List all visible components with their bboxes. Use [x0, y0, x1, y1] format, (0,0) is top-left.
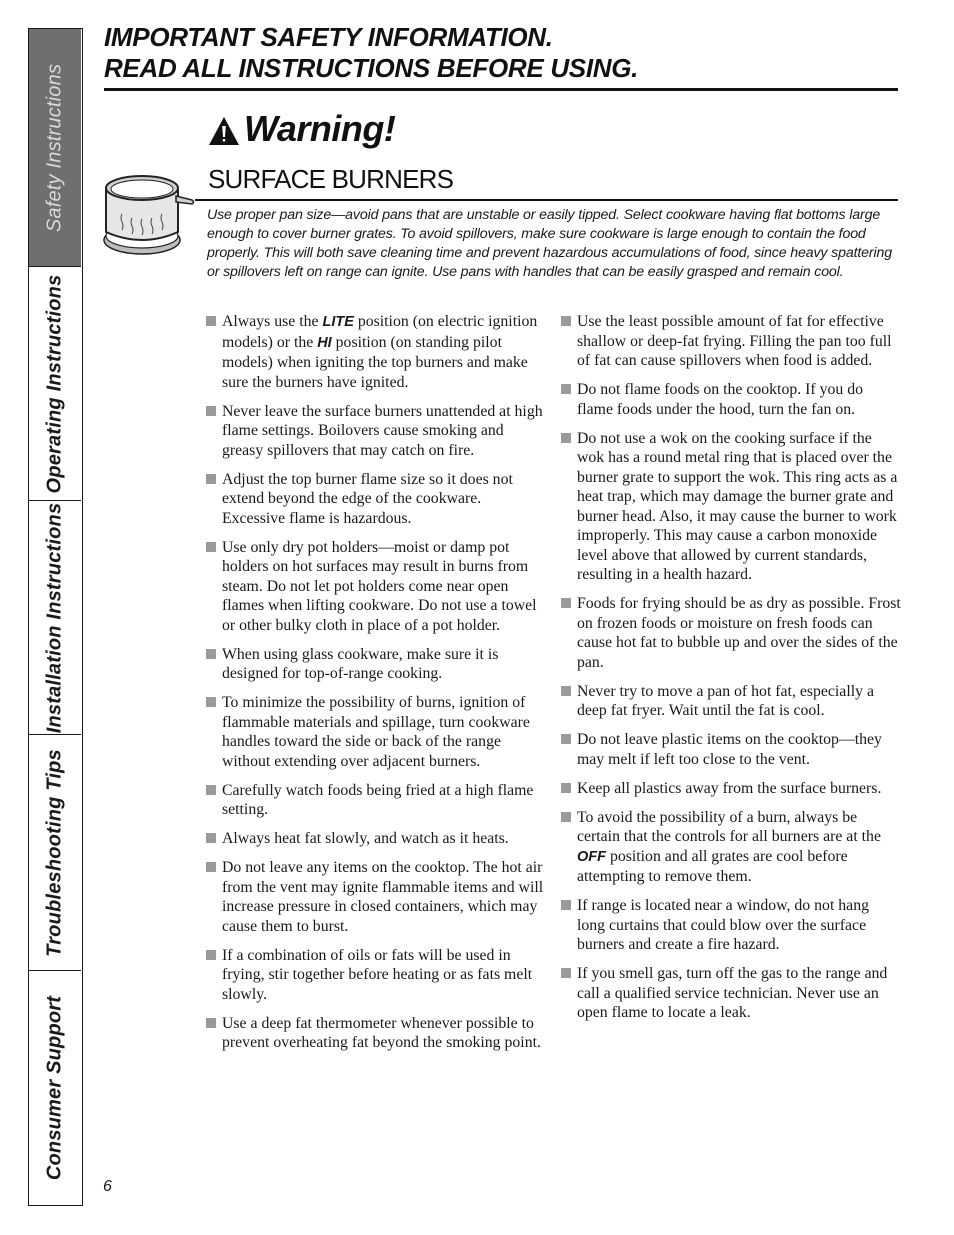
list-item [561, 312, 901, 371]
tab-safety-instructions[interactable] [29, 29, 81, 267]
list-item [561, 594, 901, 672]
square-bullet-icon [561, 812, 571, 822]
list-item [561, 380, 901, 419]
tab-label: Safety Instructions [43, 63, 66, 232]
tab-label: Consumer Support [43, 995, 66, 1180]
square-bullet-icon [206, 474, 216, 484]
left-column [206, 312, 546, 1062]
list-item [206, 829, 546, 849]
list-item [206, 693, 546, 771]
square-bullet-icon [206, 785, 216, 795]
item-text: Use a deep fat thermometer whenever possible to prevent overheating fat beyond the smoking point. [222, 1014, 541, 1051]
square-bullet-icon [561, 433, 571, 443]
warning-heading [208, 108, 395, 150]
item-text: Always heat fat slowly, and watch as it heats. [222, 830, 509, 847]
tab-installation-instructions[interactable] [29, 501, 81, 735]
list-item [206, 402, 546, 461]
item-text: Use the least possible amount of fat for effective shallow or deep-fat frying. Filling the pan too full of fat can cause spillovers when food is added. [577, 313, 892, 369]
section-divider [195, 199, 898, 201]
list-item [561, 808, 901, 887]
header-line-2: READ ALL INSTRUCTIONS BEFORE USING. [104, 53, 639, 83]
item-text: position and all grates are cool before attempting to remove them. [577, 847, 848, 885]
list-item [206, 946, 546, 1005]
tab-operating-instructions[interactable] [29, 267, 81, 501]
item-text: Never leave the surface burners unattended at high flame settings. Boilovers cause smoking and greasy spillovers that may catch on fire. [222, 402, 543, 459]
list-item [561, 730, 901, 769]
warning-title: Warning! [244, 108, 396, 149]
item-text: If a combination of oils or fats will be used in frying, stir together before heating or as fats melt slowly. [222, 946, 533, 1003]
item-text: Never try to move a pan of hot fat, especially a deep fat fryer. Wait until the fat is cool. [577, 682, 874, 719]
item-text: Carefully watch foods being fried at a high flame setting. [222, 781, 534, 818]
square-bullet-icon [561, 316, 571, 326]
section-title: SURFACE BURNERS [208, 164, 454, 194]
square-bullet-icon [206, 833, 216, 843]
item-text: Use only dry pot holders—moist or damp pot holders on hot surfaces may result in burns from steam. Do not let pot holders come near open flames when lifting cookware. Do not use a towel or other bulky cloth in place of a pot holder. [222, 538, 537, 634]
setting-keyword: OFF [577, 848, 606, 865]
square-bullet-icon [561, 968, 571, 978]
tab-label: Troubleshooting Tips [43, 748, 66, 957]
list-item [561, 779, 901, 799]
square-bullet-icon [561, 686, 571, 696]
square-bullet-icon [561, 384, 571, 394]
square-bullet-icon [206, 316, 216, 326]
square-bullet-icon [206, 542, 216, 552]
setting-keyword: HI [317, 334, 332, 351]
item-text: position (on standing pilot models) when igniting the top burners and make sure the burners have ignited. [222, 333, 528, 391]
list-item [561, 682, 901, 721]
header-divider [104, 88, 898, 91]
cooking-pot-icon [100, 166, 196, 258]
page-header [104, 22, 898, 84]
list-item [206, 645, 546, 684]
item-text: To avoid the possibility of a burn, always be certain that the controls for all burners are at the [577, 808, 881, 845]
list-item [561, 896, 901, 955]
list-item [206, 858, 546, 936]
header-line-1: IMPORTANT SAFETY INFORMATION. [104, 22, 553, 52]
item-text: position (on electric ignition models) or the [222, 313, 538, 351]
setting-keyword: LITE [322, 314, 354, 330]
warning-triangle-icon [208, 116, 240, 146]
tab-label: Operating Instructions [43, 274, 66, 493]
item-text: Do not use a wok on the cooking surface if the wok has a round metal ring that is placed over the burner grate to support the wok. This ring acts as a heat trap, which may damage the burner grate and burner head. Also, it may cause the burner to work improperly. This may cause a carbon monoxide level above that allowed by current standards, resulting in a health hazard. [577, 429, 898, 583]
square-bullet-icon [561, 734, 571, 744]
list-item [206, 1014, 546, 1053]
item-text: Adjust the top burner flame size so it does not extend beyond the edge of the cookware. Excessive flame is hazardous. [222, 470, 513, 527]
right-column [561, 312, 901, 1032]
list-item [206, 538, 546, 636]
square-bullet-icon [561, 598, 571, 608]
square-bullet-icon [561, 783, 571, 793]
item-text: If range is located near a window, do not hang long curtains that could blow over the surface burners and create a fire hazard. [577, 897, 869, 953]
section-tabs [28, 28, 83, 1206]
square-bullet-icon [206, 862, 216, 872]
item-text: Do not leave plastic items on the cooktop—they may melt if left too close to the vent. [577, 731, 882, 768]
list-item [561, 429, 901, 585]
tab-troubleshooting-tips[interactable] [29, 735, 81, 971]
list-item [206, 470, 546, 529]
item-text: To minimize the possibility of burns, ignition of flammable materials and spillage, turn cookware handles toward the side or back of the range without extending over adjacent burners. [222, 694, 530, 770]
tab-label: Installation Instructions [43, 502, 66, 733]
page-number: 6 [103, 1178, 112, 1195]
square-bullet-icon [206, 406, 216, 416]
section-intro: Use proper pan size—avoid pans that are unstable or easily tipped. Select cookware having flat bottoms large enough to cover burner grates. To avoid spillovers, make sure cookware is large enough to contain the food properly. This will both save cleaning time and prevent hazardous accumulations of food, since heavy spattering or spillovers left on range can ignite. Use pans with handles that can be easily grasped and remain cool. [207, 207, 892, 280]
square-bullet-icon [561, 900, 571, 910]
item-text: Do not leave any items on the cooktop. The hot air from the vent may ignite flammable items and will increase pressure in closed containers, which may cause them to burst. [222, 859, 544, 935]
tab-consumer-support[interactable] [29, 971, 81, 1204]
item-text: If you smell gas, turn off the gas to the range and call a qualified service technician. Never use an open flame to locate a leak. [577, 965, 888, 1021]
item-text: Do not flame foods on the cooktop. If you do flame foods under the hood, turn the fan on. [577, 381, 864, 418]
square-bullet-icon [206, 1018, 216, 1028]
square-bullet-icon [206, 649, 216, 659]
square-bullet-icon [206, 697, 216, 707]
square-bullet-icon [206, 950, 216, 960]
list-item [206, 781, 546, 820]
item-text: Foods for frying should be as dry as possible. Frost on frozen foods or moisture on fresh foods can cause hot fat to bubble up and over the sides of the pan. [577, 595, 901, 671]
item-text: Always use the [222, 313, 323, 330]
list-item [561, 964, 901, 1023]
item-text: Keep all plastics away from the surface burners. [577, 779, 882, 797]
item-text: When using glass cookware, make sure it is designed for top-of-range cooking. [222, 645, 499, 682]
list-item [206, 312, 546, 392]
